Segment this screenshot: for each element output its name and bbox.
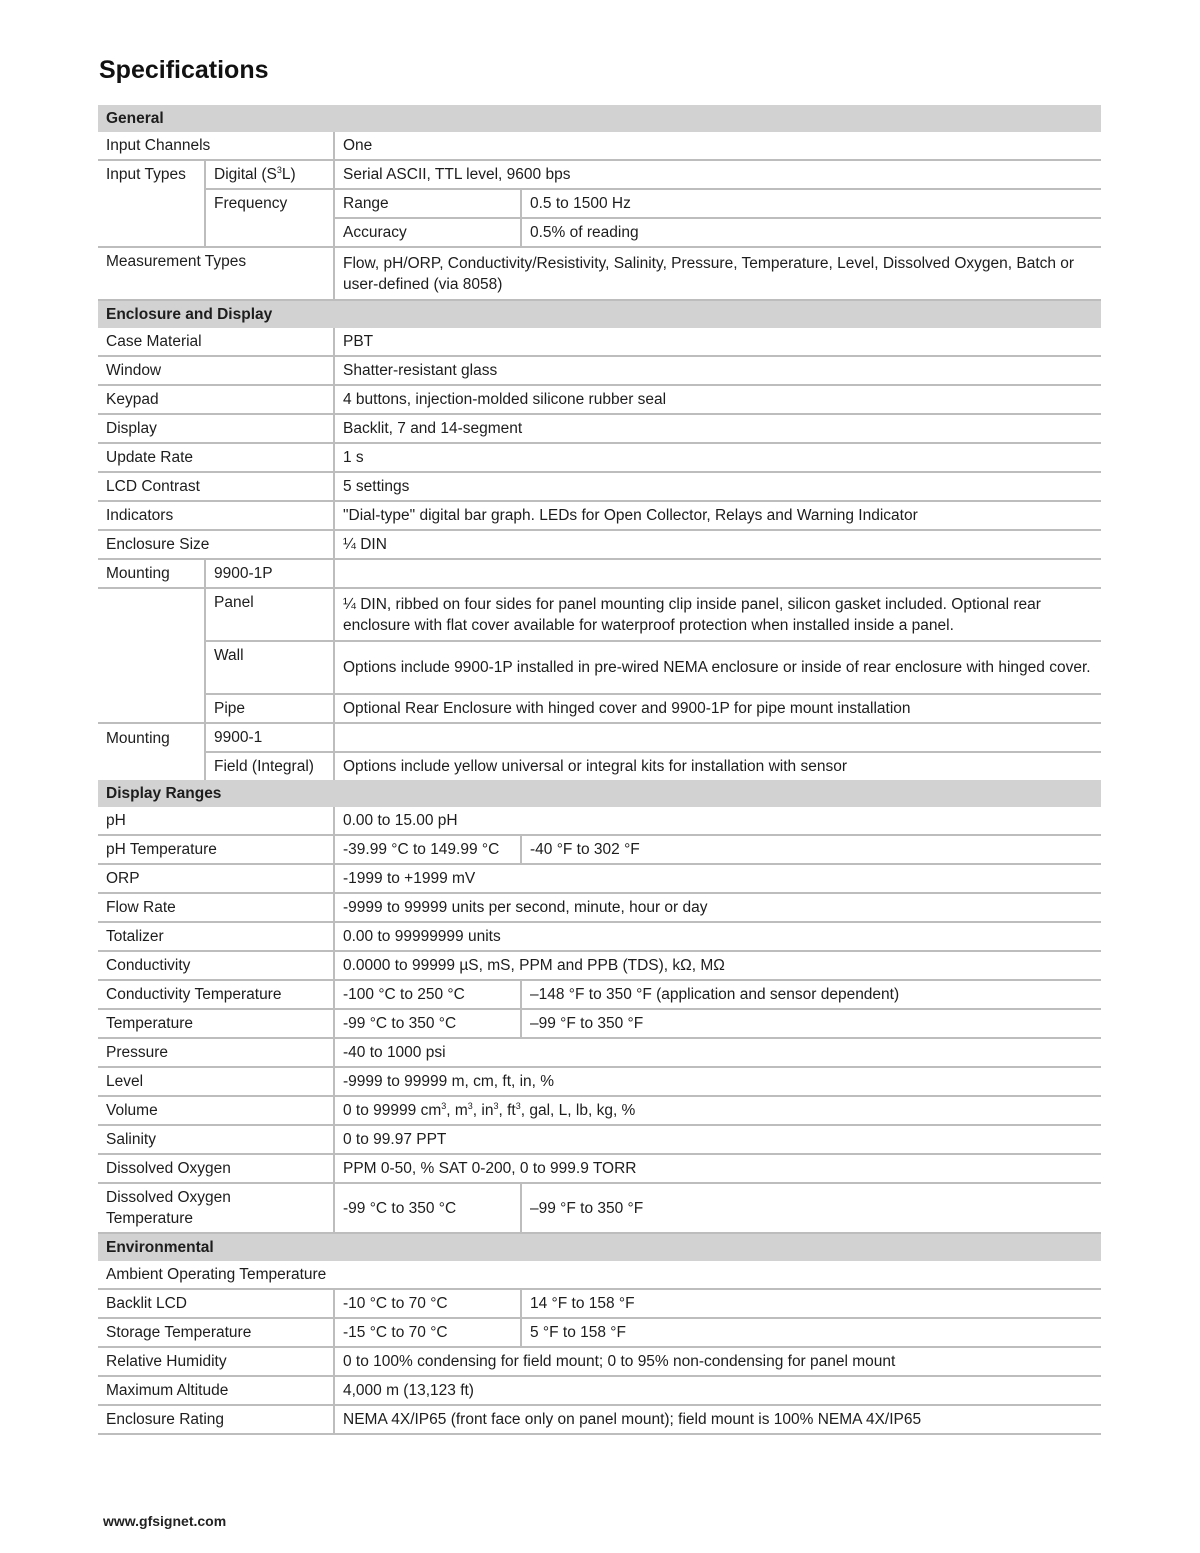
spec-label: Maximum Altitude [98, 1376, 334, 1405]
spec-sublabel: Field (Integral) [205, 752, 334, 780]
spec-label: Volume [98, 1096, 334, 1125]
spec-label: Relative Humidity [98, 1347, 334, 1376]
spec-value: Flow, pH/ORP, Conductivity/Resistivity, Salinity, Pressure, Temperature, Level, Dissolved Oxygen, Batch or user-defined (via 8058) [334, 247, 1101, 300]
spec-label: Case Material [98, 328, 334, 356]
table-row [98, 641, 1101, 694]
spec-value: 0 to 99.97 PPT [334, 1125, 1101, 1154]
spec-value: -1999 to +1999 mV [334, 864, 1101, 893]
section-heading: Environmental [98, 1233, 1101, 1261]
spec-value: Options include 9900-1P installed in pre-wired NEMA enclosure or inside of rear enclosure with hinged cover. [334, 641, 1101, 694]
spec-value: 0.5 to 1500 Hz [521, 189, 1101, 218]
table-row [98, 559, 1101, 588]
spec-label: pH [98, 807, 334, 835]
spec-sublabel: Frequency [205, 189, 334, 247]
spec-value-fahrenheit: -40 °F to 302 °F [521, 835, 1101, 864]
table-row [98, 588, 1101, 641]
table-row [98, 443, 1101, 472]
spec-value: ¼ DIN, ribbed on four sides for panel mounting clip inside panel, silicon gasket included. Optional rear enclosure with flat cover available for waterproof protection when installed inside a panel. [334, 588, 1101, 641]
spec-label-spacer [98, 752, 205, 780]
table-row [98, 1183, 1101, 1233]
table-row [98, 864, 1101, 893]
spec-value-celsius: -39.99 °C to 149.99 °C [334, 835, 521, 864]
table-row [98, 1038, 1101, 1067]
spec-value: PPM 0-50, % SAT 0-200, 0 to 999.9 TORR [334, 1154, 1101, 1183]
spec-value: 0 to 100% condensing for field mount; 0 to 95% non-condensing for panel mount [334, 1347, 1101, 1376]
spec-value: 0.5% of reading [521, 218, 1101, 247]
spec-label: Update Rate [98, 443, 334, 472]
spec-label: Backlit LCD [98, 1289, 334, 1318]
spec-value: Options include yellow universal or integral kits for installation with sensor [334, 752, 1101, 780]
spec-sublabel: 9900-1 [205, 723, 334, 752]
table-row [98, 160, 1101, 189]
table-row [98, 1318, 1101, 1347]
table-row [98, 385, 1101, 414]
spec-label: Dissolved Oxygen Temperature [98, 1183, 334, 1233]
spec-sublabel: Accuracy [334, 218, 521, 247]
table-row [98, 1067, 1101, 1096]
spec-label: Input Channels [98, 132, 334, 160]
table-row [98, 723, 1101, 752]
spec-value: 4,000 m (13,123 ft) [334, 1376, 1101, 1405]
spec-sublabel: Wall [205, 641, 334, 694]
spec-sublabel: Panel [205, 588, 334, 641]
spec-sublabel: Digital $(S^3L)$ [205, 160, 334, 189]
section-heading: General [98, 105, 1101, 132]
table-row [98, 980, 1101, 1009]
spec-value: NEMA 4X/IP65 (front face only on panel mount); field mount is 100% NEMA 4X/IP65 [334, 1405, 1101, 1434]
spec-label: Temperature [98, 1009, 334, 1038]
spec-value: One [334, 132, 1101, 160]
footer-url: www.gfsignet.com [103, 1513, 227, 1529]
spec-value: -9999 to 99999 m, cm, ft, in, % [334, 1067, 1101, 1096]
spec-value: 5 settings [334, 472, 1101, 501]
section-enclosure [98, 300, 1101, 328]
section-display-ranges [98, 780, 1101, 807]
section-environmental [98, 1233, 1101, 1261]
table-row [98, 356, 1101, 385]
spec-value: -9999 to 99999 units per second, minute, hour or day [334, 893, 1101, 922]
table-row [98, 472, 1101, 501]
spec-value: Optional Rear Enclosure with hinged cover and 9900-1P for pipe mount installation [334, 694, 1101, 723]
table-row [98, 1125, 1101, 1154]
spec-label: Level [98, 1067, 334, 1096]
spec-value: 0.0000 to 99999 µS, mS, PPM and PPB (TDS), kΩ, MΩ [334, 951, 1101, 980]
section-heading: Display Ranges [98, 780, 1101, 807]
table-row [98, 893, 1101, 922]
spec-value-fahrenheit: –148 °F to 350 °F (application and sensor dependent) [521, 980, 1101, 1009]
spec-value [334, 723, 1101, 752]
spec-label: Indicators [98, 501, 334, 530]
table-row [98, 1261, 1101, 1289]
spec-label: Enclosure Rating [98, 1405, 334, 1434]
spec-sublabel: Pipe [205, 694, 334, 723]
table-row [98, 501, 1101, 530]
spec-label-spacer [98, 588, 205, 723]
spec-label: Mounting [106, 729, 170, 747]
spec-value-fahrenheit: 5 °F to 158 °F [521, 1318, 1101, 1347]
spec-value: "Dial-type" digital bar graph. LEDs for Open Collector, Relays and Warning Indicator [334, 501, 1101, 530]
spec-label: Enclosure Size [98, 530, 334, 559]
spec-label: Ambient Operating Temperature [98, 1261, 1101, 1289]
spec-label: Keypad [98, 385, 334, 414]
spec-label: Input Types [98, 160, 205, 247]
table-row [98, 1096, 1101, 1125]
specifications-table [98, 105, 1101, 1435]
spec-value-celsius: -100 °C to 250 °C [334, 980, 521, 1009]
spec-sublabel: 9900-1P [205, 559, 334, 588]
table-row [98, 1289, 1101, 1318]
spec-value-celsius: -15 °C to 70 °C [334, 1318, 521, 1347]
spec-label: pH Temperature [98, 835, 334, 864]
section-general [98, 105, 1101, 132]
table-row [98, 1376, 1101, 1405]
spec-label: Window [98, 356, 334, 385]
spec-value-celsius: -99 °C to 350 °C [334, 1009, 521, 1038]
spec-label: ORP [98, 864, 334, 893]
table-row [98, 1405, 1101, 1434]
spec-value: 1 s [334, 443, 1101, 472]
table-row [98, 922, 1101, 951]
spec-value-celsius: -99 °C to 350 °C [334, 1183, 521, 1233]
spec-value: 4 buttons, injection-molded silicone rubber seal [334, 385, 1101, 414]
spec-value: Shatter-resistant glass [334, 356, 1101, 385]
spec-value: 0.00 to 99999999 units [334, 922, 1101, 951]
spec-label: Mounting [98, 559, 205, 588]
table-row [98, 1154, 1101, 1183]
spec-value-fahrenheit: 14 °F to 158 °F [521, 1289, 1101, 1318]
spec-label: Storage Temperature [98, 1318, 334, 1347]
spec-label: Salinity [98, 1125, 334, 1154]
spec-label: Pressure [98, 1038, 334, 1067]
table-row [98, 328, 1101, 356]
table-row [98, 752, 1101, 780]
table-row [98, 414, 1101, 443]
spec-label: Flow Rate [98, 893, 334, 922]
table-row [98, 807, 1101, 835]
table-row [98, 530, 1101, 559]
page-title: Specifications [99, 56, 269, 84]
spec-value: -40 to 1000 psi [334, 1038, 1101, 1067]
spec-value-celsius: -10 °C to 70 °C [334, 1289, 521, 1318]
spec-value: 0 to 99999 $cm^3$, $m^3$, $in^3$, $ft^3$, gal, L, lb, kg, % [334, 1096, 1101, 1125]
spec-value: ¼ DIN [334, 530, 1101, 559]
spec-value: PBT [334, 328, 1101, 356]
spec-value: 0.00 to 15.00 pH [334, 807, 1101, 835]
spec-value: Serial ASCII, TTL level, 9600 bps [334, 160, 1101, 189]
table-row [98, 189, 1101, 218]
table-row [98, 247, 1101, 300]
spec-label: Conductivity [98, 951, 334, 980]
spec-label: Measurement Types [98, 247, 334, 300]
table-row [98, 951, 1101, 980]
spec-value-fahrenheit: –99 °F to 350 °F [521, 1009, 1101, 1038]
spec-label: LCD Contrast [98, 472, 334, 501]
spec-label: Totalizer [98, 922, 334, 951]
spec-sublabel: Range [334, 189, 521, 218]
table-row [98, 132, 1101, 160]
table-row [98, 694, 1101, 723]
spec-value: Backlit, 7 and 14-segment [334, 414, 1101, 443]
table-row [98, 1009, 1101, 1038]
spec-label: Conductivity Temperature [98, 980, 334, 1009]
spec-value-fahrenheit: –99 °F to 350 °F [521, 1183, 1101, 1233]
spec-label: Dissolved Oxygen [98, 1154, 334, 1183]
spec-value [334, 559, 1101, 588]
section-heading: Enclosure and Display [98, 300, 1101, 328]
table-row [98, 1347, 1101, 1376]
table-row [98, 835, 1101, 864]
spec-label: Display [98, 414, 334, 443]
